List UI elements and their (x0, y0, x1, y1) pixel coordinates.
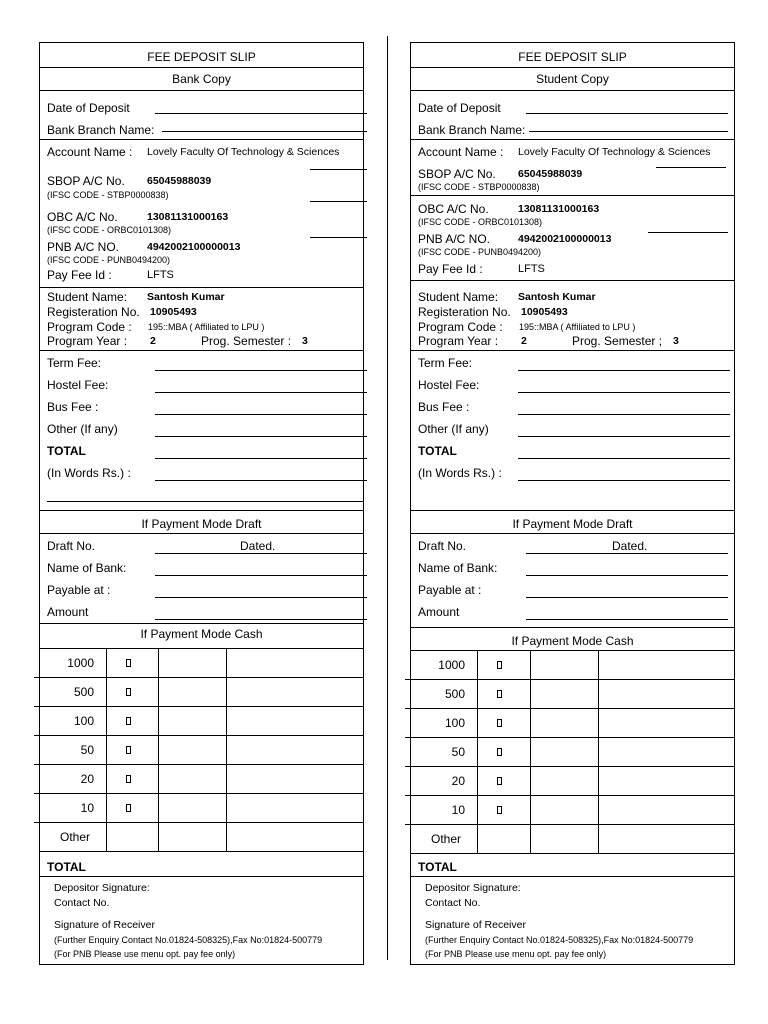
fee-id-value: LFTS (147, 269, 174, 281)
checkbox-icon[interactable] (126, 659, 131, 667)
hostel-fee-label: Hostel Fee: (47, 378, 109, 392)
total-field[interactable] (155, 458, 367, 459)
pnb-ifsc: (IFSC CODE - PUNB0494200) (418, 247, 542, 257)
fee-id-label: Pay Fee Id : (418, 262, 483, 276)
table-row-line (405, 737, 735, 738)
sbop-label: SBOP A/C No. (47, 174, 125, 188)
copy-label: Student Copy (536, 72, 609, 86)
prog-code-value: 195::MBA ( Affiliated to LPU ) (148, 322, 265, 332)
sbop-ifsc: (IFSC CODE - STBP0000838) (418, 182, 540, 192)
hostel-fee-label: Hostel Fee: (418, 378, 480, 392)
prog-year-value: 2 (150, 335, 156, 347)
cash-denomination-table (411, 650, 735, 853)
divider-line (411, 139, 734, 140)
pnb-note: (For PNB Please use menu opt. pay fee only) (425, 949, 607, 959)
checkbox-icon[interactable] (497, 661, 502, 669)
table-row-line (405, 708, 735, 709)
payable-field[interactable] (526, 597, 728, 598)
draft-heading: If Payment Mode Draft (512, 517, 633, 531)
in-words-field[interactable] (518, 480, 730, 481)
bank-name-label: Name of Bank: (418, 561, 498, 575)
divider-line (40, 90, 363, 91)
bus-fee-label: Bus Fee : (47, 400, 99, 414)
cash-heading: If Payment Mode Cash (511, 634, 634, 648)
divider-line (310, 169, 367, 170)
enquiry-note: (Further Enquiry Contact No.01824-508325),Fax No:01824-500779 (54, 935, 323, 945)
prog-code-label: Program Code : (418, 320, 503, 334)
term-fee-label: Term Fee: (47, 356, 102, 370)
table-row-line (40, 851, 364, 852)
student-copy-slip (410, 42, 735, 965)
divider-line (648, 232, 728, 233)
other-fee-label: Other (If any) (418, 422, 489, 436)
in-words-label: (In Words Rs.) : (418, 466, 502, 480)
table-row-line (411, 853, 735, 854)
divider-line (411, 876, 734, 877)
denomination-label: Other (60, 829, 91, 844)
pnb-ifsc: (IFSC CODE - PUNB0494200) (47, 255, 171, 265)
semester-label: Prog. Semester ; (572, 334, 663, 348)
checkbox-icon[interactable] (126, 804, 131, 812)
other-fee-label: Other (If any) (47, 422, 118, 436)
student-value: Santosh Kumar (147, 291, 225, 303)
semester-label: Prog. Semester : (201, 334, 292, 348)
total-field[interactable] (518, 458, 730, 459)
branch-field[interactable] (162, 131, 367, 132)
sbop-label: SBOP A/C No. (418, 167, 496, 181)
amount-label: Amount (47, 605, 89, 619)
other-fee-field[interactable] (155, 436, 367, 437)
cash-total-label: TOTAL (418, 860, 457, 874)
checkbox-icon[interactable] (126, 688, 131, 696)
table-row-line (34, 764, 364, 765)
divider-line (411, 350, 734, 351)
prog-year-label: Program Year : (418, 334, 499, 348)
contact-label: Contact No. (54, 897, 110, 909)
dated-label: Dated. (240, 539, 276, 553)
account-value: Lovely Faculty Of Technology & Sciences (518, 146, 711, 158)
denomination-label: 10 (451, 802, 465, 817)
depositor-signature-label: Depositor Signature: (54, 882, 150, 894)
payable-field[interactable] (155, 597, 367, 598)
hostel-fee-field[interactable] (518, 392, 730, 393)
checkbox-icon[interactable] (497, 690, 502, 698)
checkbox-icon[interactable] (497, 748, 502, 756)
table-row-line (405, 766, 735, 767)
student-label: Student Name: (47, 290, 128, 304)
receiver-signature-label: Signature of Receiver (54, 919, 155, 931)
amount-field[interactable] (155, 619, 367, 620)
denomination-label: 10 (80, 800, 94, 815)
term-fee-label: Term Fee: (418, 356, 473, 370)
pnb-value: 4942002100000013 (518, 233, 612, 245)
table-row-line (40, 648, 364, 649)
table-column-line (598, 650, 599, 853)
denomination-label: Other (431, 831, 462, 846)
checkbox-icon[interactable] (126, 775, 131, 783)
sbop-value: 65045988039 (147, 175, 212, 187)
draft-no-field[interactable] (526, 553, 728, 554)
draft-heading: If Payment Mode Draft (141, 517, 262, 531)
fee-id-value: LFTS (518, 263, 545, 275)
contact-label: Contact No. (425, 897, 481, 909)
in-words-field[interactable] (155, 480, 367, 481)
divider-line (411, 67, 734, 68)
denomination-label: 500 (73, 684, 94, 699)
pnb-note: (For PNB Please use menu opt. pay fee only) (54, 949, 236, 959)
divider-line (40, 623, 363, 624)
draft-no-field[interactable] (155, 553, 367, 554)
table-column-line (158, 648, 159, 851)
table-row-line (34, 677, 364, 678)
date-label: Date of Deposit (418, 101, 501, 115)
table-row-line (34, 822, 364, 823)
bank-name-label: Name of Bank: (47, 561, 127, 575)
term-fee-field[interactable] (518, 370, 730, 371)
table-row-line (405, 824, 735, 825)
divider-line (411, 280, 734, 281)
payable-label: Payable at : (47, 583, 111, 597)
in-words-label: (In Words Rs.) : (47, 466, 131, 480)
total-label: TOTAL (47, 444, 86, 458)
denomination-label: 1000 (67, 655, 94, 670)
prog-code-label: Program Code : (47, 320, 132, 334)
student-label: Student Name: (418, 290, 499, 304)
slip-title: FEE DEPOSIT SLIP (147, 50, 256, 64)
divider-line (411, 195, 734, 196)
table-row-line (405, 795, 735, 796)
denomination-label: 20 (451, 773, 465, 788)
obc-value: 13081131000163 (147, 211, 229, 223)
pnb-label: PNB A/C NO. (47, 240, 120, 254)
divider-line (40, 139, 363, 140)
divider-line (411, 627, 734, 628)
divider-line (656, 167, 726, 168)
cash-heading: If Payment Mode Cash (140, 627, 263, 641)
reg-value: 10905493 (521, 306, 568, 318)
table-column-line (106, 648, 107, 851)
table-column-line (226, 648, 227, 851)
checkbox-icon[interactable] (497, 806, 502, 814)
table-row-line (405, 679, 735, 680)
obc-value: 13081131000163 (518, 203, 600, 215)
obc-label: OBC A/C No. (418, 202, 489, 216)
checkbox-icon[interactable] (126, 746, 131, 754)
depositor-signature-label: Depositor Signature: (425, 882, 521, 894)
prog-code-value: 195::MBA ( Affiliated to LPU ) (519, 322, 636, 332)
obc-ifsc: (IFSC CODE - ORBC0101308) (47, 225, 172, 235)
checkbox-icon[interactable] (126, 717, 131, 725)
dated-label: Dated. (612, 539, 648, 553)
bus-fee-field[interactable] (155, 414, 367, 415)
other-fee-field[interactable] (518, 436, 730, 437)
denomination-label: 100 (444, 715, 465, 730)
divider-line (411, 510, 734, 511)
semester-value: 3 (302, 335, 308, 347)
account-value: Lovely Faculty Of Technology & Sciences (147, 146, 340, 158)
branch-label: Bank Branch Name: (418, 123, 526, 137)
divider-line (40, 287, 363, 288)
table-column-line (477, 650, 478, 853)
account-label: Account Name : (47, 145, 133, 159)
pnb-value: 4942002100000013 (147, 241, 241, 253)
sbop-value: 65045988039 (518, 168, 583, 180)
reg-label: Registeration No. (47, 305, 140, 319)
table-row-line (34, 706, 364, 707)
fee-id-label: Pay Fee Id : (47, 268, 112, 282)
date-label: Date of Deposit (47, 101, 130, 115)
amount-field[interactable] (526, 619, 728, 620)
table-row-line (411, 650, 735, 651)
obc-ifsc: (IFSC CODE - ORBC0101308) (418, 217, 543, 227)
divider-line (40, 67, 363, 68)
term-fee-field[interactable] (155, 370, 367, 371)
denomination-label: 50 (451, 744, 465, 759)
prog-year-label: Program Year : (47, 334, 128, 348)
denomination-label: 50 (80, 742, 94, 757)
cash-total-label: TOTAL (47, 860, 86, 874)
student-value: Santosh Kumar (518, 291, 596, 303)
divider-line (310, 237, 367, 238)
denomination-label: 1000 (438, 657, 465, 672)
denomination-label: 500 (444, 686, 465, 701)
draft-no-label: Draft No. (418, 539, 467, 553)
divider-line (40, 510, 363, 511)
draft-no-label: Draft No. (47, 539, 96, 553)
cash-denomination-table (40, 648, 364, 851)
divider-line (40, 350, 363, 351)
sbop-ifsc: (IFSC CODE - STBP0000838) (47, 190, 169, 200)
semester-value: 3 (673, 335, 679, 347)
table-row-line (34, 793, 364, 794)
bus-fee-label: Bus Fee : (418, 400, 470, 414)
checkbox-icon[interactable] (497, 777, 502, 785)
divider-line (40, 876, 363, 877)
divider-line (411, 90, 734, 91)
table-column-line (530, 650, 531, 853)
page-divider (387, 36, 388, 960)
branch-field[interactable] (529, 131, 728, 132)
table-row-line (34, 735, 364, 736)
reg-label: Registeration No. (418, 305, 511, 319)
in-words-field-2[interactable] (47, 501, 363, 502)
amount-label: Amount (418, 605, 460, 619)
hostel-fee-field[interactable] (155, 392, 367, 393)
copy-label: Bank Copy (172, 72, 231, 86)
obc-label: OBC A/C No. (47, 210, 118, 224)
date-field[interactable] (155, 113, 367, 114)
receiver-signature-label: Signature of Receiver (425, 919, 526, 931)
divider-line (40, 533, 363, 534)
bank-name-field[interactable] (155, 575, 367, 576)
denomination-label: 20 (80, 771, 94, 786)
pnb-label: PNB A/C NO. (418, 232, 491, 246)
bank-copy-slip (39, 42, 364, 965)
slip-title: FEE DEPOSIT SLIP (518, 50, 627, 64)
date-field[interactable] (526, 113, 728, 114)
divider-line (411, 533, 734, 534)
total-label: TOTAL (418, 444, 457, 458)
divider-line (310, 201, 367, 202)
account-label: Account Name : (418, 145, 504, 159)
bank-name-field[interactable] (526, 575, 728, 576)
payable-label: Payable at : (418, 583, 482, 597)
bus-fee-field[interactable] (518, 414, 730, 415)
enquiry-note: (Further Enquiry Contact No.01824-508325),Fax No:01824-500779 (425, 935, 694, 945)
checkbox-icon[interactable] (497, 719, 502, 727)
reg-value: 10905493 (150, 306, 197, 318)
branch-label: Bank Branch Name: (47, 123, 155, 137)
denomination-label: 100 (73, 713, 94, 728)
prog-year-value: 2 (521, 335, 527, 347)
